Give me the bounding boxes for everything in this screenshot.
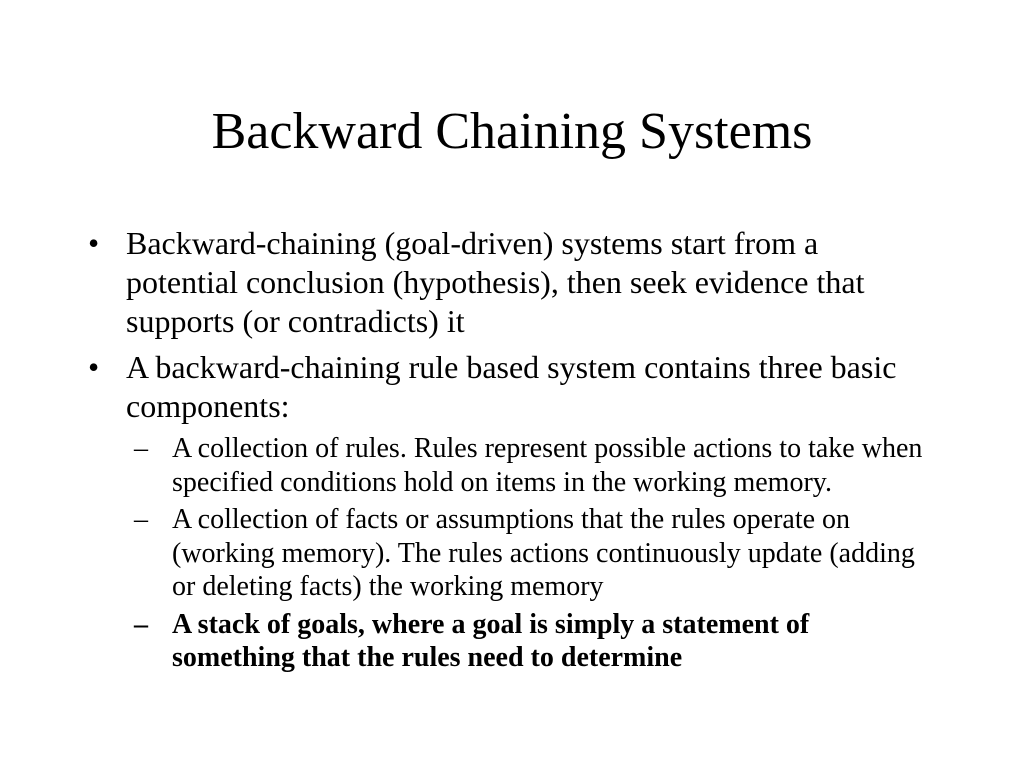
dash-marker: –: [134, 433, 148, 464]
sub-bullet-text: A collection of rules. Rules represent possible actions to take when specified conditions hold on items in the working memory.: [172, 433, 923, 498]
sub-bullet-text: A stack of goals, where a goal is simply a statement of something that the rules need to determine: [172, 608, 810, 673]
bullet-text: A backward-chaining rule based system contains three basic components:: [126, 349, 897, 424]
sub-bullet-item: [134, 608, 938, 675]
sub-bullet-text: A collection of facts or assumptions that the rules operate on (working memory). The rules actions continuously update (adding or deleting facts) the working memory: [172, 504, 915, 602]
bullet-item: [88, 348, 938, 675]
bullet-item: [88, 224, 938, 341]
slide-title: Backward Chaining Systems: [211, 103, 813, 160]
dash-marker: –: [134, 608, 148, 640]
sub-bullet-list: [126, 432, 938, 675]
bullet-list: [88, 224, 938, 682]
dash-marker: –: [134, 504, 148, 535]
bullet-text: Backward-chaining (goal-driven) systems start from a potential conclusion (hypothesis), then seek evidence that supports (or contradicts) it: [126, 225, 865, 339]
bullet-marker: •: [88, 349, 100, 385]
bullet-marker: •: [88, 225, 100, 261]
sub-bullet-item: [134, 503, 938, 604]
sub-bullet-item: [134, 432, 938, 499]
